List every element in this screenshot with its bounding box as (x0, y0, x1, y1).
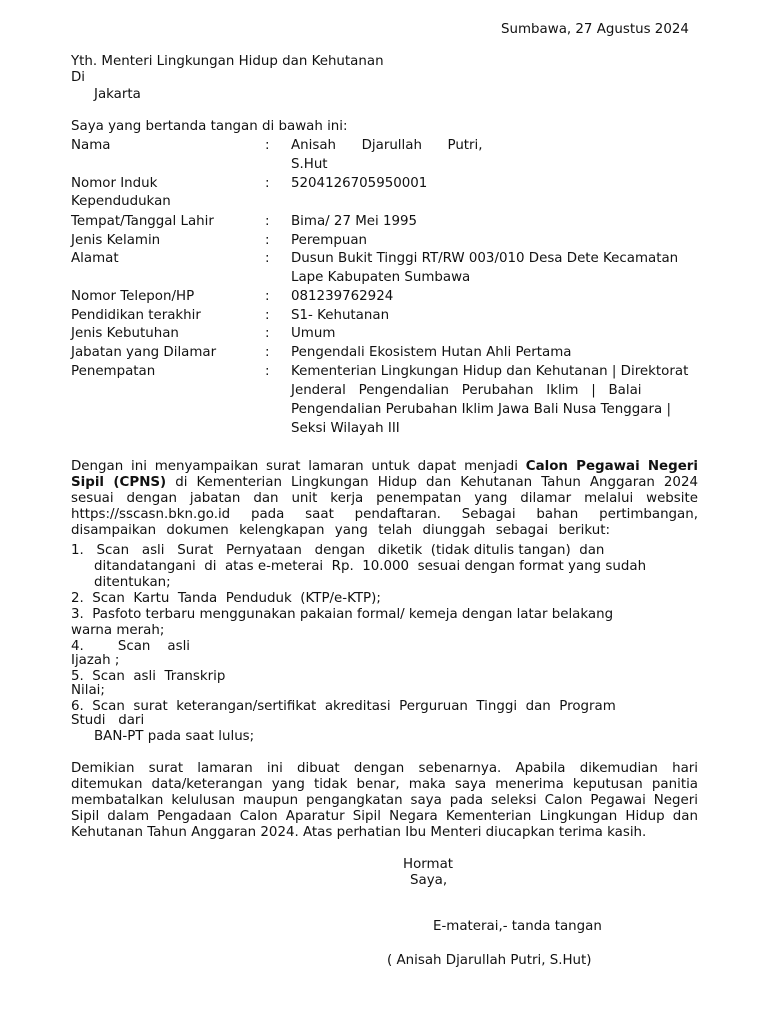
colon: : (265, 214, 270, 229)
value-telp: 081239762924 (291, 289, 394, 304)
doc-item-2: 2. Scan Kartu Tanda Penduduk (KTP/e-KTP); (71, 591, 381, 606)
doc-item-4-line2: Ijazah ; (71, 653, 120, 668)
label-kebutuhan: Jenis Kebutuhan (71, 326, 179, 341)
closing-line2: ditemukan data/keterangan yang tidak benar, maka saya menerima keputusan panitia (71, 777, 698, 792)
body-line1 (71, 459, 698, 474)
recipient-line2: Di (71, 70, 86, 85)
label-pendidikan: Pendidikan terakhir (71, 308, 201, 323)
value-jk: Perempuan (291, 233, 368, 248)
colon: : (265, 364, 270, 379)
label-nik-2: Kependudukan (71, 194, 171, 209)
colon: : (265, 326, 270, 341)
closing-line5: Kehutanan Tahun Anggaran 2024. Atas perhatian Ibu Menteri diucapkan terima kasih. (71, 825, 647, 840)
doc-item-6-line3: BAN-PT pada saat lulus; (94, 729, 255, 744)
value-ttl: Bima/ 27 Mei 1995 (291, 214, 418, 229)
body-line3: sesuai dengan jabatan dan unit kerja penempatan yang dilamar melalui website (71, 491, 698, 506)
body-line2-text: di Kementerian Lingkungan Hidup dan Kehutanan Tahun Anggaran 2024 (166, 475, 698, 490)
value-nama: Anisah Djarullah Putri, (291, 138, 483, 153)
body-line5: disampaikan dokumen kelengkapan yang telah diunggah sebagai berikut: (71, 523, 610, 538)
colon: : (265, 176, 270, 191)
doc-item-5-line2: Nilai; (71, 683, 105, 698)
value-penempatan-4: Seksi Wilayah III (291, 421, 400, 436)
label-jabatan: Jabatan yang Dilamar (71, 345, 217, 360)
value-nama-2: S.Hut (291, 157, 328, 172)
label-ttl: Tempat/Tanggal Lahir (71, 214, 214, 229)
value-jabatan: Pengendali Ekosistem Hutan Ahli Pertama (291, 345, 572, 360)
doc-item-5: 5. Scan asli Transkrip (71, 669, 226, 684)
doc-item-1-line2: ditandatangani di atas e-meterai Rp. 10.000 sesuai dengan format yang sudah (94, 559, 647, 574)
value-penempatan: Kementerian Lingkungan Hidup dan Kehutanan | Direktorat (291, 364, 689, 379)
doc-item-4: 4. Scan asli (71, 639, 191, 654)
colon: : (265, 345, 270, 360)
recipient-line3: Jakarta (94, 87, 141, 102)
doc-item-1: 1. Scan asli Surat Pernyataan dengan diketik (tidak ditulis tangan) dan (71, 543, 605, 558)
value-kebutuhan: Umum (291, 326, 336, 341)
colon: : (265, 138, 270, 153)
body-line1-bold: Calon Pegawai Negeri (525, 459, 698, 474)
value-nik: 5204126705950001 (291, 176, 428, 191)
body-line4: https://sscasn.bkn.go.id pada saat pendaftaran. Sebagai bahan pertimbangan, (71, 507, 698, 522)
body-line1-text: Dengan ini menyampaikan surat lamaran untuk dapat menjadi (71, 459, 526, 474)
label-nama: Nama (71, 138, 111, 153)
signatory-name: ( Anisah Djarullah Putri, S.Hut) (387, 953, 592, 968)
doc-item-3-line2: warna merah; (71, 623, 165, 638)
value-penempatan-2: Jenderal Pengendalian Perubahan Iklim | Balai (291, 383, 642, 398)
value-penempatan-3: Pengendalian Perubahan Iklim Jawa Bali Nusa Tenggara | (291, 402, 671, 417)
closing-line4: Sipil dalam Pengadaan Calon Aparatur Sipil Negara Kementerian Lingkungan Hidup dan (71, 809, 698, 824)
doc-item-1-line3: ditentukan; (94, 575, 171, 590)
doc-item-6: 6. Scan surat keterangan/sertifikat akreditasi Perguruan Tinggi dan Program (71, 699, 616, 714)
body-line2-bold: Sipil (CPNS) (71, 475, 167, 490)
label-nik: Nomor Induk (71, 176, 158, 191)
label-telp: Nomor Telepon/HP (71, 289, 195, 304)
doc-item-6-line2: Studi dari (71, 713, 145, 728)
value-pendidikan: S1- Kehutanan (291, 308, 390, 323)
label-penempatan: Penempatan (71, 364, 156, 379)
label-jk: Jenis Kelamin (71, 233, 161, 248)
recipient-line1: Yth. Menteri Lingkungan Hidup dan Kehutanan (71, 54, 384, 69)
value-alamat: Dusun Bukit Tinggi RT/RW 003/010 Desa Dete Kecamatan (291, 251, 679, 266)
signature-saya: Saya, (410, 873, 448, 888)
place-date: Sumbawa, 27 Agustus 2024 (501, 22, 689, 37)
colon: : (265, 308, 270, 323)
doc-item-3: 3. Pasfoto terbaru menggunakan pakaian formal/ kemeja dengan latar belakang (71, 607, 614, 622)
colon: : (265, 251, 270, 266)
signature-hormat: Hormat (403, 857, 454, 872)
emeterai-note: E-materai,- tanda tangan (433, 919, 602, 934)
closing-line3: membatalkan kelulusan maupun pengangkatan saya pada seleksi Calon Pegawai Negeri (71, 793, 698, 808)
closing-line1: Demikian surat lamaran ini dibuat dengan sebenarnya. Apabila dikemudian hari (71, 761, 698, 776)
colon: : (265, 233, 270, 248)
body-line2 (71, 475, 698, 490)
colon: : (265, 289, 270, 304)
value-alamat-2: Lape Kabupaten Sumbawa (291, 270, 471, 285)
intro-text: Saya yang bertanda tangan di bawah ini: (71, 119, 348, 134)
label-alamat: Alamat (71, 251, 119, 266)
